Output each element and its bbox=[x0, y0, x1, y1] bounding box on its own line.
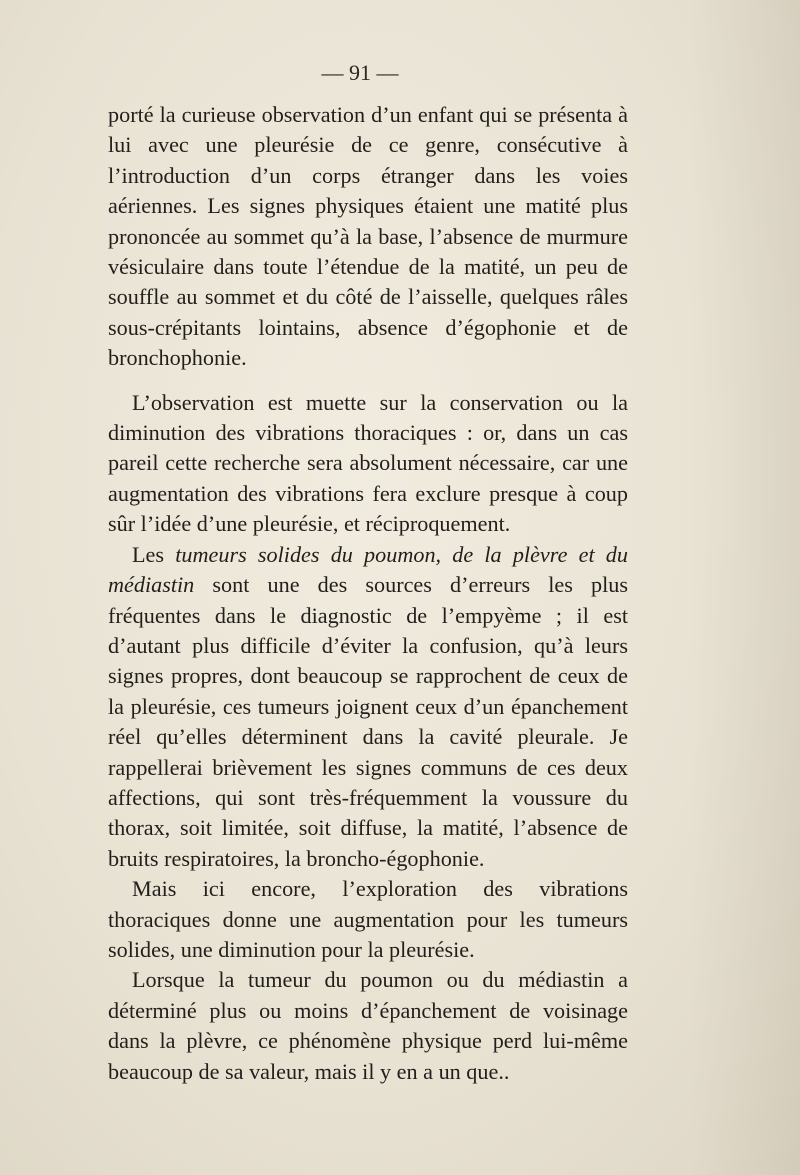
paragraph-2: L’observation est muette sur la conservation ou la diminution des vibrations thoraciques : or, dans un cas pareil cette recherche sera absolument nécessaire, car une augmentation des vibrations fera exclure presque à coup sûr l’idée d’une pleurésie, et réciproquement. bbox=[108, 389, 628, 537]
paragraph-5: Lorsque la tumeur du poumon ou du médiastin a déterminé plus ou moins d’épanchement de voisinage dans la plèvre, ce phénomène physique perd lui-même beaucoup de sa valeur, mais il y en a un que.. bbox=[108, 967, 628, 1084]
paragraph-3-lead: Les bbox=[132, 541, 176, 567]
paragraph-3 bbox=[108, 540, 628, 874]
paragraph-3-body: sont une des sources d’erreurs les plus fréquentes dans le diagnostic de l’empyème ; il est d’autant plus difficile d’éviter la confusion, qu’à leurs signes propres, dont beaucoup se rapprochent de ceux de la pleurésie, ces tumeurs joignent ceux d’un épanchement réel qu’elles déterminent dans la cavité pleurale. Je rappellerai brièvement les signes communs de ces deux affections, qui sont très-fréquemment la voussure du thorax, soit limitée, soit diffuse, la matité, l’absence de bruits respiratoires, la broncho-égophonie. bbox=[108, 572, 628, 871]
page-number: — 91 — bbox=[321, 60, 399, 85]
paragraph-3-italic: tumeurs solides du poumon, de la plèvre et du médiastin bbox=[108, 541, 628, 598]
paragraph-4: Mais ici encore, l’exploration des vibrations thoraciques donne une augmentation pour les tumeurs solides, une diminution pour la pleurésie. bbox=[108, 876, 628, 962]
body-text bbox=[108, 100, 628, 1087]
paragraph-1: porté la curieuse observation d’un enfant qui se présenta à lui avec une pleurésie de ce genre, consécutive à l’introduction d’un corps étranger dans les voies aériennes. Les signes physiques étaient une matité plus prononcée au sommet qu’à la base, l’absence de murmure vésiculaire dans toute l’étendue de la matité, un peu de souffle au sommet et du côté de l’aisselle, quelques râles sous-crépitants lointains, absence d’égophonie et de bronchophonie. bbox=[108, 102, 628, 371]
